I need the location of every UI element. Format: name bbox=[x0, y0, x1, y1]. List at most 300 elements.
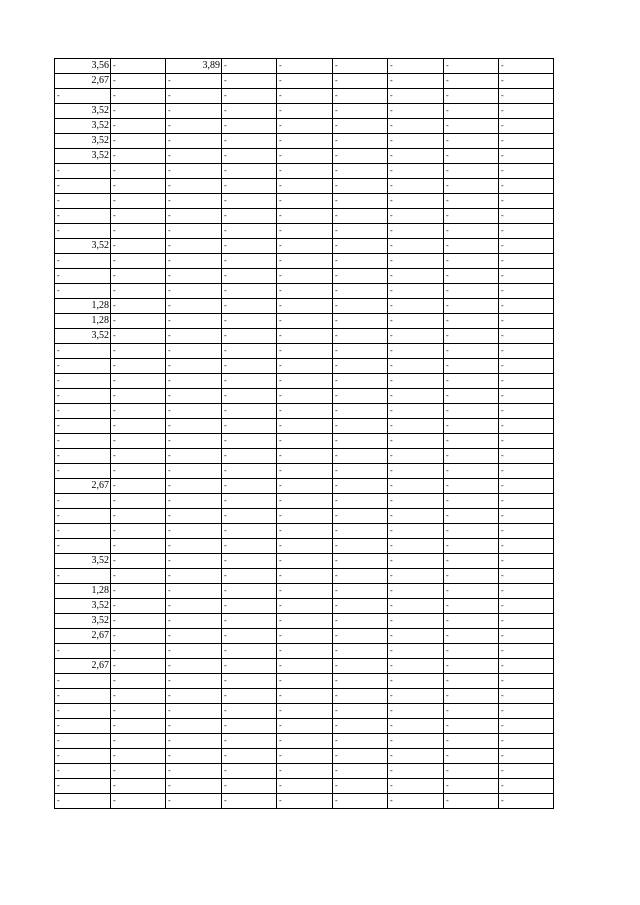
table-cell: - bbox=[277, 644, 333, 659]
table-cell: - bbox=[499, 674, 554, 689]
table-cell: - bbox=[166, 644, 222, 659]
table-cell: 3,52 bbox=[55, 614, 111, 629]
table-cell: - bbox=[277, 794, 333, 809]
table-cell: - bbox=[166, 254, 222, 269]
table-cell: - bbox=[388, 749, 444, 764]
table-cell: - bbox=[166, 674, 222, 689]
table-cell: - bbox=[499, 269, 554, 284]
table-cell: - bbox=[111, 239, 166, 254]
table-cell: 2,67 bbox=[55, 629, 111, 644]
table-cell: - bbox=[166, 404, 222, 419]
table-row bbox=[55, 719, 554, 734]
table-cell: - bbox=[222, 674, 277, 689]
table-cell: - bbox=[166, 104, 222, 119]
table-cell: - bbox=[111, 569, 166, 584]
table-cell: - bbox=[277, 224, 333, 239]
table-cell: - bbox=[499, 59, 554, 74]
table-cell: - bbox=[333, 344, 388, 359]
table-cell: - bbox=[333, 254, 388, 269]
table-row bbox=[55, 89, 554, 104]
table-cell: - bbox=[111, 284, 166, 299]
table-cell: - bbox=[111, 464, 166, 479]
table-row bbox=[55, 59, 554, 74]
table-cell: - bbox=[333, 404, 388, 419]
table-cell: - bbox=[388, 194, 444, 209]
table-cell: - bbox=[388, 629, 444, 644]
table-cell: - bbox=[499, 119, 554, 134]
table-row bbox=[55, 149, 554, 164]
table-cell: - bbox=[222, 344, 277, 359]
table-cell: - bbox=[444, 524, 499, 539]
table-cell: - bbox=[499, 179, 554, 194]
table-cell: - bbox=[166, 299, 222, 314]
table-cell: 1,28 bbox=[55, 314, 111, 329]
table-cell: - bbox=[333, 89, 388, 104]
table-cell: - bbox=[277, 134, 333, 149]
table-cell: - bbox=[333, 269, 388, 284]
table-cell: - bbox=[111, 689, 166, 704]
table-cell: - bbox=[388, 164, 444, 179]
table-cell: - bbox=[277, 764, 333, 779]
table-row bbox=[55, 764, 554, 779]
table-cell: - bbox=[55, 644, 111, 659]
table-cell: - bbox=[111, 479, 166, 494]
table-cell: - bbox=[222, 779, 277, 794]
table-row bbox=[55, 749, 554, 764]
table-cell: - bbox=[333, 689, 388, 704]
table-row bbox=[55, 389, 554, 404]
table-cell: - bbox=[333, 629, 388, 644]
table-cell: - bbox=[277, 164, 333, 179]
table-cell: - bbox=[444, 419, 499, 434]
table-cell: - bbox=[388, 794, 444, 809]
table-cell: - bbox=[499, 389, 554, 404]
table-cell: - bbox=[444, 599, 499, 614]
table-cell: - bbox=[111, 554, 166, 569]
table-cell: - bbox=[444, 209, 499, 224]
table-cell: - bbox=[444, 194, 499, 209]
table-cell: - bbox=[111, 734, 166, 749]
table-cell: - bbox=[388, 779, 444, 794]
table-cell: - bbox=[277, 239, 333, 254]
table-cell: - bbox=[111, 779, 166, 794]
table-cell: - bbox=[333, 224, 388, 239]
table-cell: - bbox=[277, 434, 333, 449]
table-cell: - bbox=[222, 659, 277, 674]
table-cell: - bbox=[166, 569, 222, 584]
table-row bbox=[55, 794, 554, 809]
table-cell: - bbox=[111, 719, 166, 734]
table-cell: - bbox=[388, 674, 444, 689]
table-cell: - bbox=[111, 74, 166, 89]
table-cell: - bbox=[111, 164, 166, 179]
table-cell: - bbox=[55, 359, 111, 374]
table-cell: - bbox=[499, 344, 554, 359]
table-cell: - bbox=[333, 419, 388, 434]
table-row bbox=[55, 659, 554, 674]
table-row bbox=[55, 539, 554, 554]
table-cell: - bbox=[499, 224, 554, 239]
table-cell: - bbox=[499, 659, 554, 674]
table-cell: - bbox=[444, 539, 499, 554]
table-cell: - bbox=[277, 329, 333, 344]
table-cell: - bbox=[166, 734, 222, 749]
table-cell: - bbox=[444, 164, 499, 179]
table-row bbox=[55, 194, 554, 209]
table-cell: - bbox=[388, 569, 444, 584]
table-cell: - bbox=[111, 764, 166, 779]
table-cell: - bbox=[55, 449, 111, 464]
table-cell: - bbox=[55, 734, 111, 749]
table-cell: - bbox=[333, 509, 388, 524]
table-cell: - bbox=[333, 599, 388, 614]
table-row bbox=[55, 179, 554, 194]
table-cell: - bbox=[444, 674, 499, 689]
table-cell: - bbox=[499, 794, 554, 809]
table-cell: - bbox=[55, 509, 111, 524]
table-cell: - bbox=[388, 449, 444, 464]
table-cell: - bbox=[166, 359, 222, 374]
table-cell: - bbox=[222, 464, 277, 479]
table-cell: - bbox=[111, 194, 166, 209]
table-cell: - bbox=[166, 539, 222, 554]
table-cell: - bbox=[111, 794, 166, 809]
table-cell: - bbox=[444, 224, 499, 239]
table-cell: - bbox=[55, 464, 111, 479]
table-cell: - bbox=[111, 314, 166, 329]
table-cell: - bbox=[277, 659, 333, 674]
table-cell: - bbox=[444, 59, 499, 74]
table-row bbox=[55, 434, 554, 449]
table-cell: - bbox=[55, 284, 111, 299]
table-cell: - bbox=[499, 149, 554, 164]
table-cell: - bbox=[277, 524, 333, 539]
table-cell: - bbox=[499, 614, 554, 629]
table-row bbox=[55, 374, 554, 389]
table-cell: - bbox=[333, 674, 388, 689]
table-cell: - bbox=[388, 464, 444, 479]
table-cell: - bbox=[277, 554, 333, 569]
table-cell: - bbox=[277, 389, 333, 404]
table-cell: - bbox=[55, 749, 111, 764]
table-cell: - bbox=[277, 149, 333, 164]
table-cell: - bbox=[499, 479, 554, 494]
table-cell: - bbox=[333, 764, 388, 779]
table-cell: - bbox=[277, 479, 333, 494]
table-cell: - bbox=[388, 764, 444, 779]
table-cell: 3,89 bbox=[166, 59, 222, 74]
table-cell: - bbox=[166, 329, 222, 344]
table-cell: - bbox=[166, 794, 222, 809]
table-cell: - bbox=[55, 524, 111, 539]
table-cell: - bbox=[55, 494, 111, 509]
table-cell: - bbox=[499, 374, 554, 389]
table-cell: - bbox=[111, 494, 166, 509]
table-cell: 3,52 bbox=[55, 134, 111, 149]
table-cell: - bbox=[166, 524, 222, 539]
table-cell: - bbox=[388, 419, 444, 434]
table-cell: - bbox=[333, 179, 388, 194]
table-cell: - bbox=[277, 419, 333, 434]
table-cell: - bbox=[388, 239, 444, 254]
table-cell: - bbox=[166, 224, 222, 239]
table-cell: - bbox=[499, 569, 554, 584]
table-cell: - bbox=[222, 149, 277, 164]
table-cell: - bbox=[222, 89, 277, 104]
table-cell: 2,67 bbox=[55, 479, 111, 494]
table-row bbox=[55, 209, 554, 224]
table-cell: - bbox=[499, 419, 554, 434]
table-cell: - bbox=[111, 359, 166, 374]
table-cell: - bbox=[166, 449, 222, 464]
table-cell: - bbox=[499, 299, 554, 314]
table-cell: - bbox=[333, 329, 388, 344]
table-cell: - bbox=[388, 254, 444, 269]
table-cell: - bbox=[388, 719, 444, 734]
table-cell: 3,52 bbox=[55, 239, 111, 254]
table-cell: 3,52 bbox=[55, 104, 111, 119]
table-cell: - bbox=[499, 449, 554, 464]
table-cell: - bbox=[111, 404, 166, 419]
table-cell: - bbox=[499, 104, 554, 119]
table-cell: - bbox=[166, 389, 222, 404]
table-cell: - bbox=[111, 509, 166, 524]
table-cell: - bbox=[166, 509, 222, 524]
table-cell: - bbox=[499, 599, 554, 614]
table-cell: - bbox=[388, 704, 444, 719]
table-cell: - bbox=[222, 239, 277, 254]
table-cell: - bbox=[499, 764, 554, 779]
table-cell: - bbox=[277, 779, 333, 794]
table-cell: - bbox=[111, 59, 166, 74]
table-cell: - bbox=[444, 74, 499, 89]
table-cell: - bbox=[111, 149, 166, 164]
table-cell: - bbox=[444, 149, 499, 164]
table-cell: - bbox=[333, 569, 388, 584]
table-cell: - bbox=[499, 704, 554, 719]
table-cell: - bbox=[277, 314, 333, 329]
table-cell: 3,52 bbox=[55, 599, 111, 614]
table-cell: - bbox=[166, 614, 222, 629]
table-cell: - bbox=[277, 194, 333, 209]
table-row bbox=[55, 299, 554, 314]
table-cell: - bbox=[499, 554, 554, 569]
table-cell: - bbox=[277, 359, 333, 374]
table-cell: - bbox=[444, 569, 499, 584]
table-cell: - bbox=[277, 254, 333, 269]
table-cell: - bbox=[333, 239, 388, 254]
table-cell: - bbox=[277, 539, 333, 554]
table-cell: - bbox=[333, 149, 388, 164]
table-row bbox=[55, 359, 554, 374]
table-cell: - bbox=[499, 239, 554, 254]
table-cell: - bbox=[333, 299, 388, 314]
table-cell: - bbox=[444, 269, 499, 284]
table-cell: - bbox=[388, 299, 444, 314]
table-cell: - bbox=[388, 404, 444, 419]
table-cell: - bbox=[166, 464, 222, 479]
table-cell: - bbox=[444, 89, 499, 104]
table-cell: - bbox=[444, 749, 499, 764]
table-cell: - bbox=[444, 494, 499, 509]
table-row bbox=[55, 779, 554, 794]
table-cell: - bbox=[222, 719, 277, 734]
table-cell: - bbox=[333, 314, 388, 329]
table-cell: - bbox=[277, 89, 333, 104]
table-cell: - bbox=[444, 629, 499, 644]
table-cell: 3,52 bbox=[55, 554, 111, 569]
table-cell: - bbox=[499, 779, 554, 794]
table-cell: - bbox=[444, 764, 499, 779]
table-cell: - bbox=[111, 539, 166, 554]
table-cell: - bbox=[166, 239, 222, 254]
table-cell: - bbox=[333, 704, 388, 719]
table-row bbox=[55, 734, 554, 749]
table-row bbox=[55, 599, 554, 614]
table-cell: - bbox=[166, 584, 222, 599]
table-cell: - bbox=[388, 119, 444, 134]
table-cell: - bbox=[55, 269, 111, 284]
table-cell: - bbox=[499, 284, 554, 299]
table-cell: - bbox=[222, 299, 277, 314]
table-cell: - bbox=[499, 329, 554, 344]
table-cell: - bbox=[111, 119, 166, 134]
table-cell: - bbox=[166, 119, 222, 134]
table-cell: - bbox=[111, 389, 166, 404]
table-cell: - bbox=[166, 89, 222, 104]
table-cell: - bbox=[55, 764, 111, 779]
table-cell: - bbox=[111, 644, 166, 659]
table-cell: - bbox=[222, 569, 277, 584]
table-row bbox=[55, 419, 554, 434]
table-cell: - bbox=[55, 389, 111, 404]
table-cell: - bbox=[499, 89, 554, 104]
table-cell: - bbox=[222, 539, 277, 554]
table-cell: - bbox=[55, 254, 111, 269]
table-row bbox=[55, 284, 554, 299]
table-cell: - bbox=[444, 284, 499, 299]
table-cell: - bbox=[499, 74, 554, 89]
table-cell: - bbox=[499, 314, 554, 329]
table-cell: - bbox=[166, 314, 222, 329]
table-cell: - bbox=[499, 359, 554, 374]
table-cell: - bbox=[166, 749, 222, 764]
table-cell: - bbox=[333, 644, 388, 659]
table-cell: - bbox=[111, 659, 166, 674]
table-cell: - bbox=[499, 584, 554, 599]
table-cell: - bbox=[499, 194, 554, 209]
table-row bbox=[55, 134, 554, 149]
table-cell: - bbox=[222, 59, 277, 74]
table-cell: - bbox=[444, 509, 499, 524]
table-cell: - bbox=[333, 494, 388, 509]
table-cell: - bbox=[222, 224, 277, 239]
table-cell: - bbox=[499, 464, 554, 479]
table-cell: - bbox=[222, 104, 277, 119]
table-cell: - bbox=[111, 299, 166, 314]
table-cell: - bbox=[166, 74, 222, 89]
table-cell: - bbox=[166, 179, 222, 194]
table-cell: - bbox=[388, 509, 444, 524]
table-cell: - bbox=[277, 104, 333, 119]
table-cell: - bbox=[222, 689, 277, 704]
table-cell: - bbox=[277, 374, 333, 389]
table-cell: - bbox=[277, 179, 333, 194]
table-cell: - bbox=[277, 209, 333, 224]
table-row bbox=[55, 224, 554, 239]
table-cell: - bbox=[166, 344, 222, 359]
table-cell: - bbox=[222, 359, 277, 374]
table-row bbox=[55, 554, 554, 569]
table-cell: - bbox=[333, 734, 388, 749]
table-row bbox=[55, 674, 554, 689]
table-row bbox=[55, 449, 554, 464]
table-cell: - bbox=[166, 374, 222, 389]
table-cell: - bbox=[111, 254, 166, 269]
table-cell: - bbox=[166, 494, 222, 509]
table-cell: 3,52 bbox=[55, 119, 111, 134]
table-cell: - bbox=[333, 389, 388, 404]
table-cell: - bbox=[444, 464, 499, 479]
table-cell: - bbox=[277, 119, 333, 134]
table-cell: 2,67 bbox=[55, 659, 111, 674]
table-cell: - bbox=[55, 794, 111, 809]
table-cell: - bbox=[499, 749, 554, 764]
table-row bbox=[55, 569, 554, 584]
table-cell: - bbox=[111, 599, 166, 614]
table-cell: 2,67 bbox=[55, 74, 111, 89]
table-cell: - bbox=[333, 614, 388, 629]
data-table bbox=[54, 58, 554, 809]
table-cell: - bbox=[388, 179, 444, 194]
table-cell: - bbox=[499, 404, 554, 419]
table-cell: - bbox=[444, 239, 499, 254]
table-cell: - bbox=[444, 404, 499, 419]
table-cell: - bbox=[388, 644, 444, 659]
table-cell: - bbox=[333, 119, 388, 134]
table-cell: - bbox=[222, 644, 277, 659]
table-cell: 3,56 bbox=[55, 59, 111, 74]
table-cell: - bbox=[388, 734, 444, 749]
table-cell: 1,28 bbox=[55, 584, 111, 599]
table-cell: - bbox=[166, 479, 222, 494]
table-row bbox=[55, 689, 554, 704]
table-cell: - bbox=[222, 554, 277, 569]
table-cell: - bbox=[111, 209, 166, 224]
table-body bbox=[55, 59, 554, 809]
table-cell: - bbox=[277, 299, 333, 314]
table-cell: - bbox=[111, 134, 166, 149]
table-row bbox=[55, 509, 554, 524]
table-cell: - bbox=[444, 689, 499, 704]
table-row bbox=[55, 104, 554, 119]
table-cell: - bbox=[444, 434, 499, 449]
table-row bbox=[55, 239, 554, 254]
table-cell: - bbox=[111, 329, 166, 344]
table-cell: - bbox=[388, 314, 444, 329]
table-cell: - bbox=[333, 434, 388, 449]
table-cell: - bbox=[111, 89, 166, 104]
table-cell: - bbox=[388, 584, 444, 599]
table-cell: - bbox=[444, 359, 499, 374]
table-cell: - bbox=[166, 209, 222, 224]
table-cell: - bbox=[388, 149, 444, 164]
table-row bbox=[55, 704, 554, 719]
table-cell: - bbox=[277, 719, 333, 734]
table-cell: - bbox=[222, 434, 277, 449]
table-cell: - bbox=[166, 689, 222, 704]
table-cell: - bbox=[166, 269, 222, 284]
